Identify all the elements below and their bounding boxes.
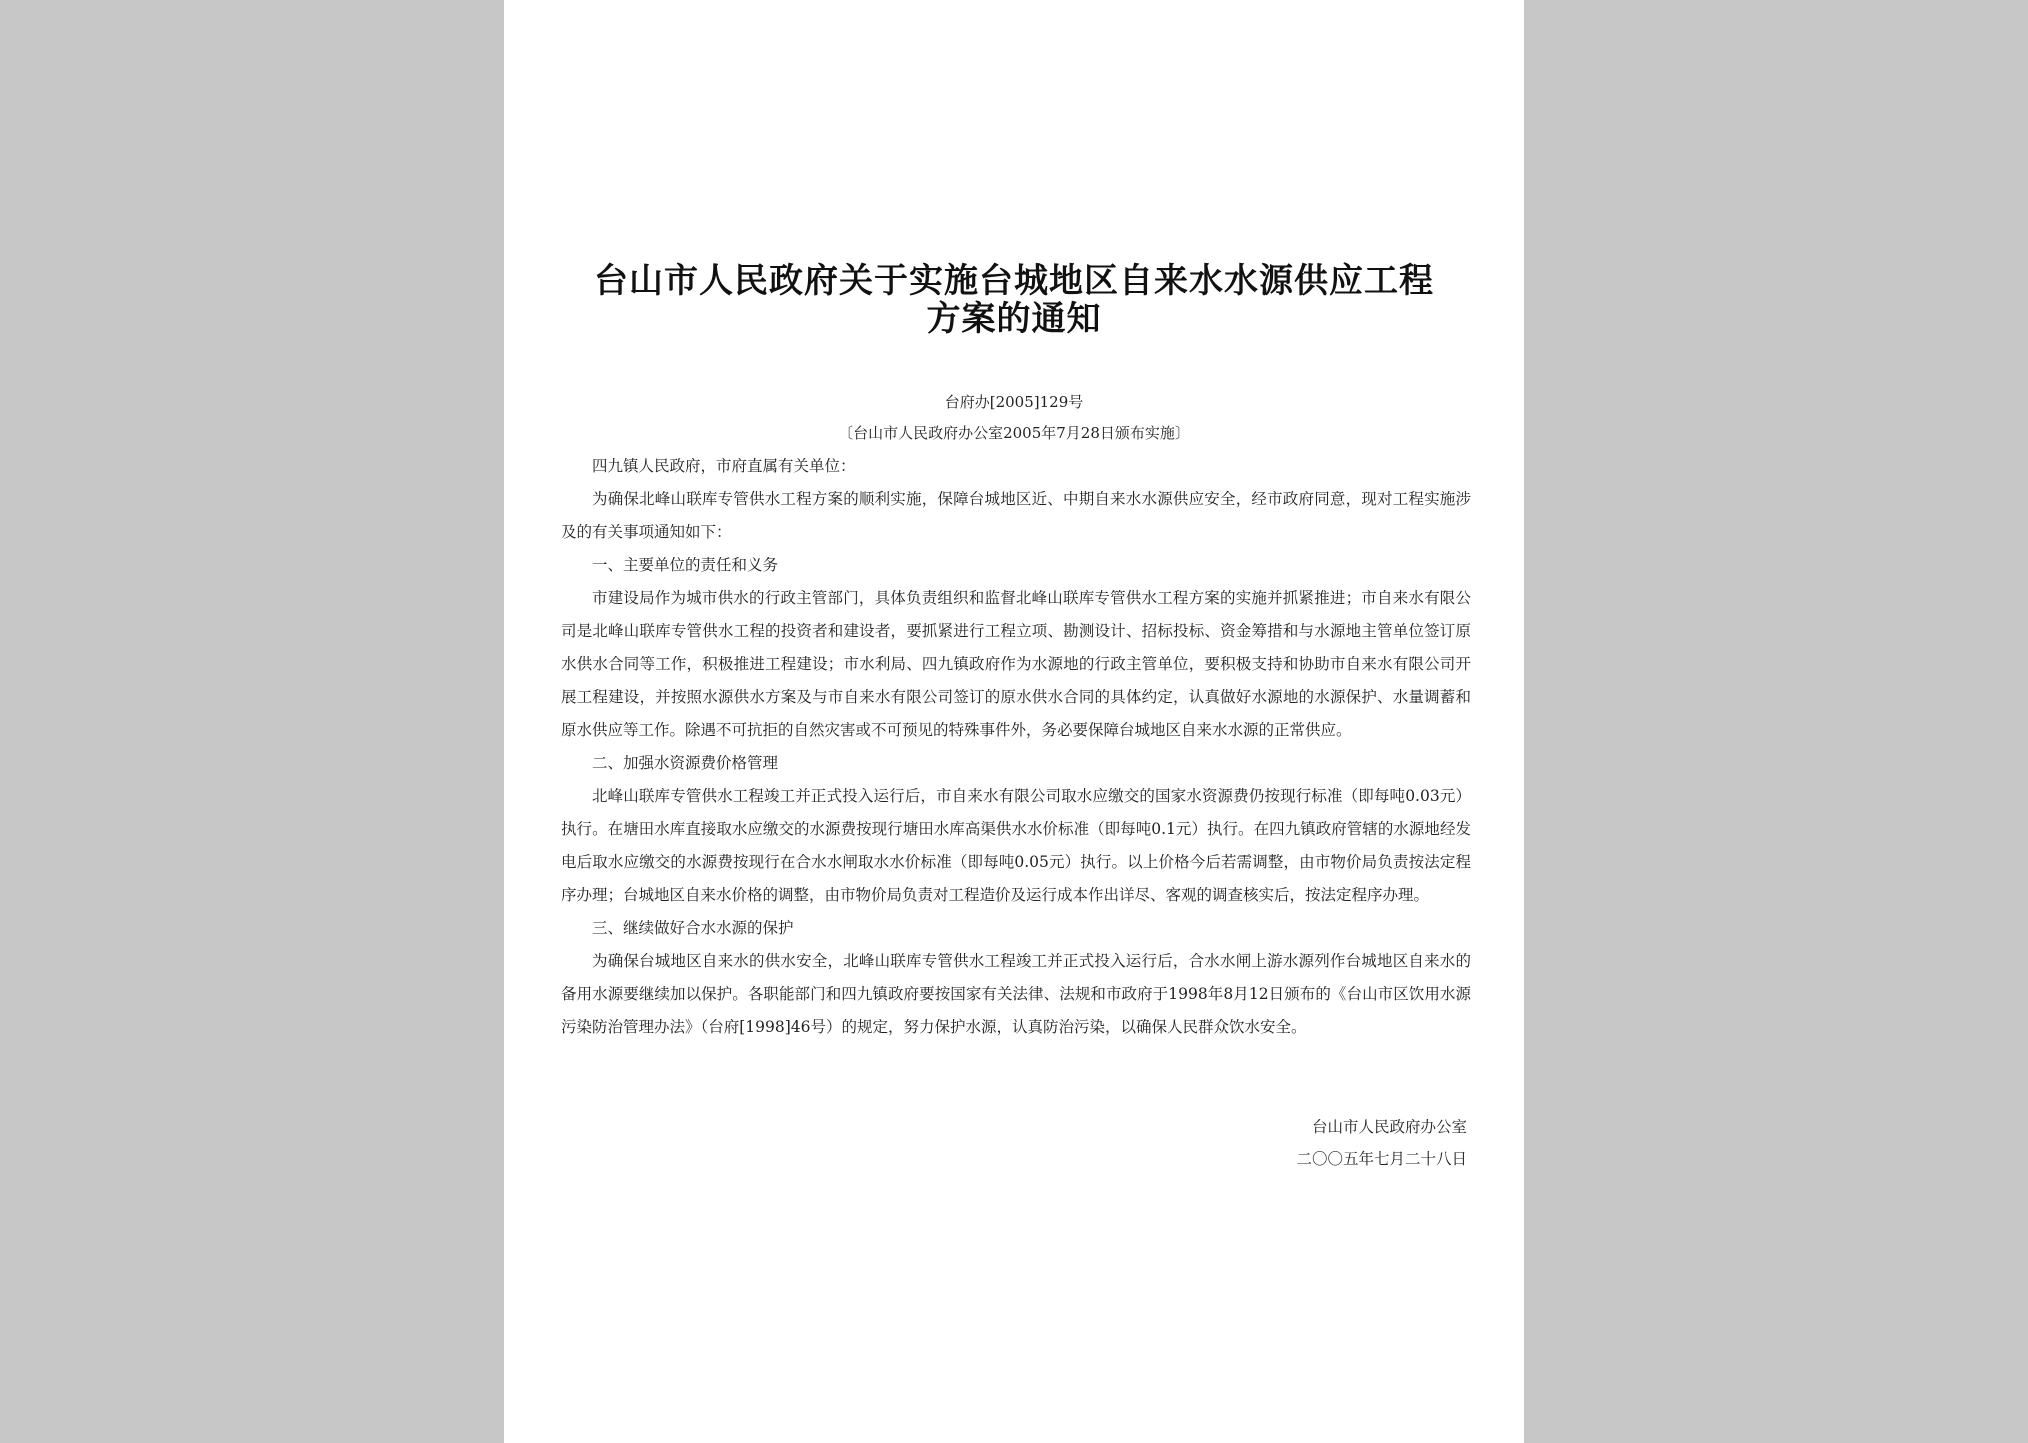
section-heading-2: 二、加强水资源费价格管理	[592, 754, 779, 772]
document-number: 台府办[2005]129号	[944, 393, 1084, 411]
section-heading-1: 一、主要单位的责任和义务	[592, 556, 779, 574]
document-title: 台山市人民政府关于实施台城地区自来水水源供应工程方案的通知	[594, 261, 1434, 339]
section-paragraph-3: 为确保台城地区自来水的供水安全，北峰山联库专管供水工程竣工并正式投入运行后，合水水闸上游水源列作台城地区自来水的备用水源要继续加以保护。各职能部门和四九镇政府要按国家有关法律、法规和市政府于1998年8月12日颁布的《台山市区饮用水源污染防治管理办法》（台府[1998]46号）的规定，努力保护水源，认真防治污染，以确保人民群众饮水安全。	[561, 952, 1471, 1036]
section-paragraph-2: 北峰山联库专管供水工程竣工并正式投入运行后，市自来水有限公司取水应缴交的国家水资源费仍按现行标准（即每吨0.03元）执行。在塘田水库直接取水应缴交的水源费按现行塘田水库高渠供水水价标准（即每吨0.1元）执行。在四九镇政府管辖的水源地经发电后取水应缴交的水源费按现行在合水水闸取水水价标准（即每吨0.05元）执行。以上价格今后若需调整，由市物价局负责按法定程序办理；台城地区自来水价格的调整，由市物价局负责对工程造价及运行成本作出详尽、客观的调查核实后，按法定程序办理。	[561, 787, 1471, 904]
section-paragraph-1: 市建设局作为城市供水的行政主管部门，具体负责组织和监督北峰山联库专管供水工程方案的实施并抓紧推进；市自来水有限公司是北峰山联库专管供水工程的投资者和建设者，要抓紧进行工程立项、勘测设计、招标投标、资金筹措和与水源地主管单位签订原水供水合同等工作，积极推进工程建设；市水利局、四九镇政府作为水源地的行政主管单位，要积极支持和协助市自来水有限公司开展工程建设，并按照水源供水方案及与市自来水有限公司签订的原水供水合同的具体约定，认真做好水源地的水源保护、水量调蓄和原水供应等工作。除遇不可抗拒的自然灾害或不可预见的特殊事件外，务必要保障台城地区自来水水源的正常供应。	[561, 589, 1471, 739]
document-body	[561, 450, 1471, 1044]
addressee-paragraph: 四九镇人民政府，市府直属有关单位：	[592, 457, 856, 475]
section-heading-3: 三、继续做好合水水源的保护	[592, 919, 794, 937]
intro-paragraph: 为确保北峰山联库专管供水工程方案的顺利实施，保障台城地区近、中期自来水水源供应安全，经市政府同意，现对工程实施涉及的有关事项通知如下：	[561, 490, 1471, 541]
signature-organization: 台山市人民政府办公室	[1311, 1118, 1467, 1136]
issued-note: 〔台山市人民政府办公室2005年7月28日颁布实施〕	[838, 424, 1190, 442]
signature-date: 二〇〇五年七月二十八日	[1296, 1150, 1467, 1168]
document-page	[504, 0, 1524, 1443]
